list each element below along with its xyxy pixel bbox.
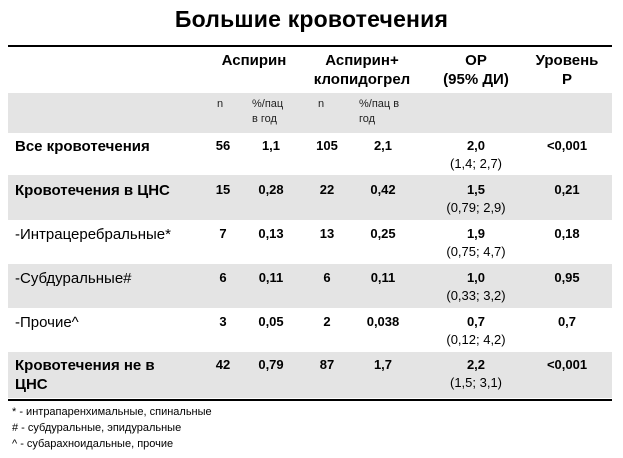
cell-n-combo: 13 [319,226,335,241]
cell-n-combo: 105 [316,138,338,153]
subheader-n-combo: n [318,98,325,110]
row-label-line2: ЦНС [15,376,48,393]
cell-n-aspirin: 7 [219,226,227,241]
row-label: Все кровотечения [15,138,150,155]
subheader-rate-combo-line2: год [359,113,376,125]
cell-n-combo: 6 [323,270,331,285]
table-top-rule [8,45,612,47]
cell-n-aspirin: 3 [219,314,227,329]
cell-n-combo: 22 [319,182,335,197]
cell-or [426,137,526,173]
cell-or-ci: (1,4; 2,7) [449,156,503,171]
header-p-line2: Р [561,71,572,88]
cell-p: <0,001 [546,357,588,372]
cell-or [426,356,526,392]
cell-rate-combo: 0,11 [370,270,396,285]
cell-rate-aspirin: 0,28 [258,182,284,197]
row-label-line1: Кровотечения не в [15,357,155,374]
cell-or-ci: (0,79; 2,9) [446,200,506,215]
header-aspirin-clopidogrel-line1: Аспирин+ [325,52,399,69]
footnotes [12,404,212,452]
row-label: -Субдуральные# [15,270,132,287]
cell-rate-combo: 2,1 [373,138,393,153]
subheader-band [8,93,612,133]
cell-rate-aspirin: 0,13 [258,226,284,241]
cell-p: 0,95 [554,270,580,285]
subheader-rate-combo-line1: %/пац в [359,98,400,110]
cell-rate-combo: 0,25 [370,226,396,241]
row-label [15,356,155,394]
cell-rate-aspirin: 1,1 [261,138,281,153]
cell-rate-combo: 1,7 [373,357,393,372]
row-label: -Прочие^ [15,314,79,331]
cell-or-ci: (0,12; 4,2) [446,332,506,347]
cell-n-aspirin: 42 [215,357,231,372]
cell-rate-aspirin: 0,05 [258,314,284,329]
cell-or-value: 1,9 [466,226,486,241]
cell-or-value: 1,0 [466,270,486,285]
cell-or-ci: (0,75; 4,7) [446,244,506,259]
cell-or [426,313,526,349]
cell-n-aspirin: 15 [215,182,231,197]
subheader-rate-aspirin-line1: %/пац [252,98,284,110]
header-aspirin-clopidogrel [304,51,420,89]
cell-n-combo: 2 [323,314,331,329]
header-aspirin-label: Аспирин [221,52,287,69]
row-label: -Интрацеребральные* [15,226,171,243]
header-or-line1: ОР [465,52,487,69]
cell-n-combo: 87 [319,357,335,372]
table-bottom-rule [8,399,612,401]
footnote: * - интрапаренхимальные, спинальные [12,406,212,418]
cell-or [426,181,526,217]
cell-or-value: 2,2 [466,357,486,372]
cell-rate-aspirin: 0,79 [258,357,284,372]
header-p-line1: Уровень [535,52,599,69]
subheader-n-aspirin: n [217,98,224,110]
cell-p: 0,21 [554,182,580,197]
cell-rate-combo: 0,42 [370,182,396,197]
cell-n-aspirin: 56 [215,138,231,153]
cell-p: 0,18 [554,226,580,241]
footnote: # - субдуральные, эпидуральные [12,422,182,434]
cell-p: <0,001 [546,138,588,153]
cell-or-value: 1,5 [466,182,486,197]
subheader-rate-combo [359,97,399,127]
cell-rate-combo: 0,038 [366,314,400,329]
header-or [426,51,526,89]
header-aspirin-clopidogrel-line2: клопидогрел [313,71,411,88]
subheader-rate-aspirin-line2: в год [252,113,277,125]
header-or-line2: (95% ДИ) [443,71,509,88]
header-p-level [524,51,610,89]
cell-or [426,269,526,305]
cell-or-ci: (1,5; 3,1) [449,375,503,390]
footnote: ^ - субарахноидальные, прочие [12,438,174,450]
cell-or-value: 0,7 [466,314,486,329]
page-title: Большие кровотечения [174,6,449,32]
row-label: Кровотечения в ЦНС [15,182,170,199]
cell-rate-aspirin: 0,11 [258,270,284,285]
subheader-rate-aspirin [252,97,283,127]
cell-or [426,225,526,261]
cell-or-ci: (0,33; 3,2) [446,288,506,303]
cell-n-aspirin: 6 [219,270,227,285]
cell-p: 0,7 [557,314,577,329]
cell-or-value: 2,0 [466,138,486,153]
header-aspirin [202,51,306,70]
